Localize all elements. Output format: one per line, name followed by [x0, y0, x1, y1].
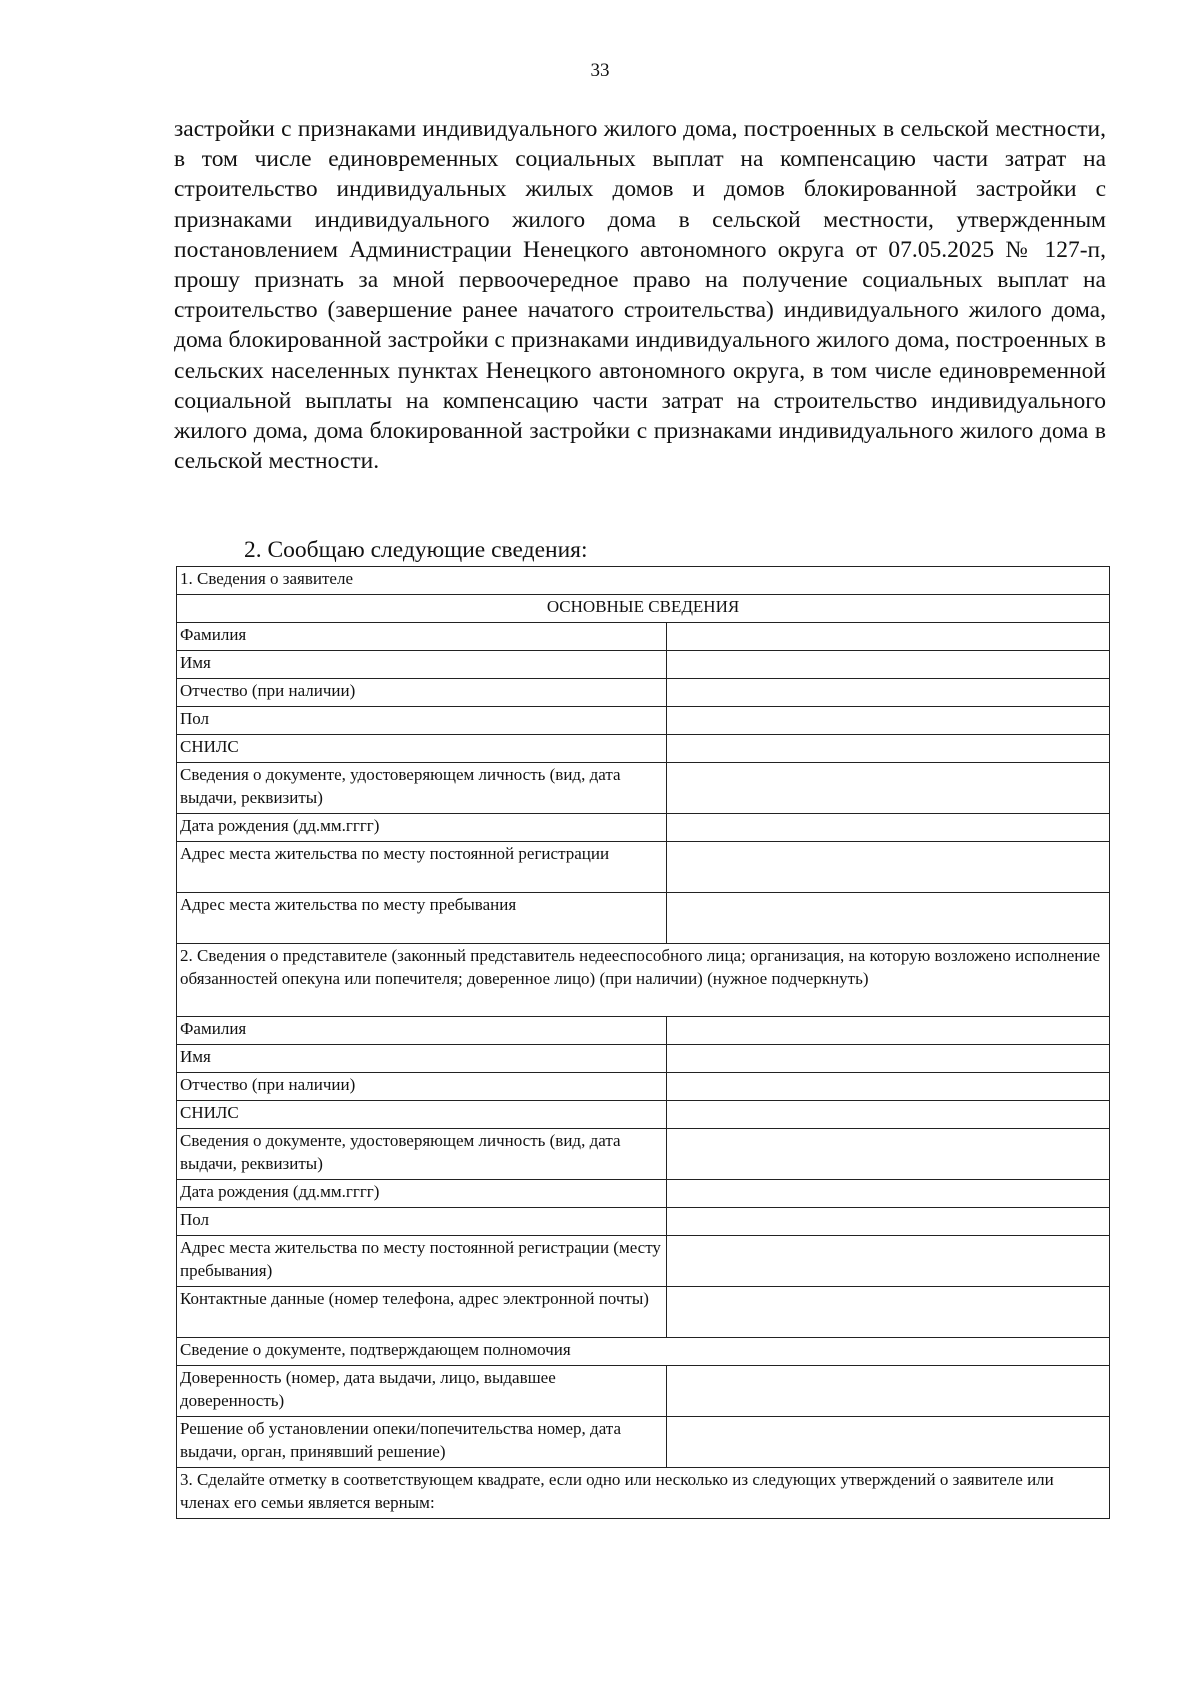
representative-header-row [177, 944, 1110, 1017]
table-row [177, 1017, 1110, 1045]
field-value[interactable] [667, 814, 1110, 842]
field-label: Адрес места жительства по месту постоянной регистрации [177, 842, 667, 893]
basic-info-header: ОСНОВНЫЕ СВЕДЕНИЯ [177, 595, 1110, 623]
field-value[interactable] [667, 842, 1110, 893]
field-label: Дата рождения (дд.мм.гггг) [177, 1180, 667, 1208]
authority-header: Сведение о документе, подтверждающем полномочия [177, 1338, 1110, 1366]
field-value[interactable] [667, 763, 1110, 814]
statement-header: 3. Сделайте отметку в соответствующем квадрате, если одно или несколько из следующих утверждений о заявителе или членах его семьи является верным: [177, 1468, 1110, 1519]
authority-header-row [177, 1338, 1110, 1366]
field-value[interactable] [667, 1073, 1110, 1101]
section-heading: 2. Сообщаю следующие сведения: [244, 537, 588, 563]
field-value[interactable] [667, 707, 1110, 735]
table-row [177, 1366, 1110, 1417]
field-label: Контактные данные (номер телефона, адрес электронной почты) [177, 1287, 667, 1338]
table-row [177, 893, 1110, 944]
field-label: Имя [177, 651, 667, 679]
field-label: Имя [177, 1045, 667, 1073]
intro-paragraph: застройки с признаками индивидуального жилого дома, построенных в сельской местности, в том числе единовременных социальных выплат на компенсацию части затрат на строительство индивидуальных жилых домов и домов блокированной застройки с признаками индивидуального жилого дома в сельской местности, утвержденным постановлением Администрации Ненецкого автономного округа от 07.05.2025 № 127-п, прошу признать за мной первоочередное право на получение социальных выплат на строительство (завершение ранее начатого строительства) индивидуального жилого дома, дома блокированной застройки с признаками индивидуального жилого дома, построенных в сельских населенных пунктах Ненецкого автономного округа, в том числе единовременной социальной выплаты на компенсацию части затрат на строительство индивидуального жилого дома, дома блокированной застройки с признаками индивидуального жилого дома в сельской местности. [174, 116, 1106, 475]
basic-info-header-row [177, 595, 1110, 623]
field-value[interactable] [667, 1208, 1110, 1236]
field-value[interactable] [667, 623, 1110, 651]
table-row [177, 1180, 1110, 1208]
table-row [177, 814, 1110, 842]
field-value[interactable] [667, 1236, 1110, 1287]
field-value[interactable] [667, 1045, 1110, 1073]
field-label: Дата рождения (дд.мм.гггг) [177, 814, 667, 842]
field-value[interactable] [667, 1017, 1110, 1045]
table-row [177, 1287, 1110, 1338]
field-label: Фамилия [177, 623, 667, 651]
table-row [177, 1101, 1110, 1129]
table-row [177, 763, 1110, 814]
table-row [177, 842, 1110, 893]
statement-header-row [177, 1468, 1110, 1519]
applicant-header: 1. Сведения о заявителе [177, 567, 1110, 595]
applicant-form-table [176, 566, 1110, 1519]
table-row [177, 623, 1110, 651]
field-label: Пол [177, 1208, 667, 1236]
table-row [177, 679, 1110, 707]
field-label: Доверенность (номер, дата выдачи, лицо, выдавшее доверенность) [177, 1366, 667, 1417]
field-value[interactable] [667, 1180, 1110, 1208]
table-row [177, 707, 1110, 735]
representative-header: 2. Сведения о представителе (законный представитель недееспособного лица; организация, на которую возложено исполнение обязанностей опекуна или попечителя; доверенное лицо) (при наличии) (нужное подчеркнуть) [177, 944, 1110, 1017]
table-row [177, 1129, 1110, 1180]
field-label: Отчество (при наличии) [177, 679, 667, 707]
field-value[interactable] [667, 1101, 1110, 1129]
field-label: Адрес места жительства по месту постоянной регистрации (месту пребывания) [177, 1236, 667, 1287]
field-label: СНИЛС [177, 735, 667, 763]
table-row [177, 1236, 1110, 1287]
field-value[interactable] [667, 679, 1110, 707]
table-row [177, 1073, 1110, 1101]
table-row [177, 651, 1110, 679]
field-label: Адрес места жительства по месту пребывания [177, 893, 667, 944]
table-row [177, 1045, 1110, 1073]
field-value[interactable] [667, 893, 1110, 944]
field-value[interactable] [667, 735, 1110, 763]
field-label: Пол [177, 707, 667, 735]
field-label: Сведения о документе, удостоверяющем личность (вид, дата выдачи, реквизиты) [177, 763, 667, 814]
field-label: Решение об установлении опеки/попечительства номер, дата выдачи, орган, принявший решение) [177, 1417, 667, 1468]
table-row [177, 735, 1110, 763]
field-label: Сведения о документе, удостоверяющем личность (вид, дата выдачи, реквизиты) [177, 1129, 667, 1180]
table-row [177, 1417, 1110, 1468]
applicant-header-row [177, 567, 1110, 595]
page-number: 33 [590, 60, 610, 81]
field-value[interactable] [667, 651, 1110, 679]
field-label: Фамилия [177, 1017, 667, 1045]
field-value[interactable] [667, 1366, 1110, 1417]
table-row [177, 1208, 1110, 1236]
field-value[interactable] [667, 1287, 1110, 1338]
field-label: Отчество (при наличии) [177, 1073, 667, 1101]
field-label: СНИЛС [177, 1101, 667, 1129]
field-value[interactable] [667, 1129, 1110, 1180]
field-value[interactable] [667, 1417, 1110, 1468]
